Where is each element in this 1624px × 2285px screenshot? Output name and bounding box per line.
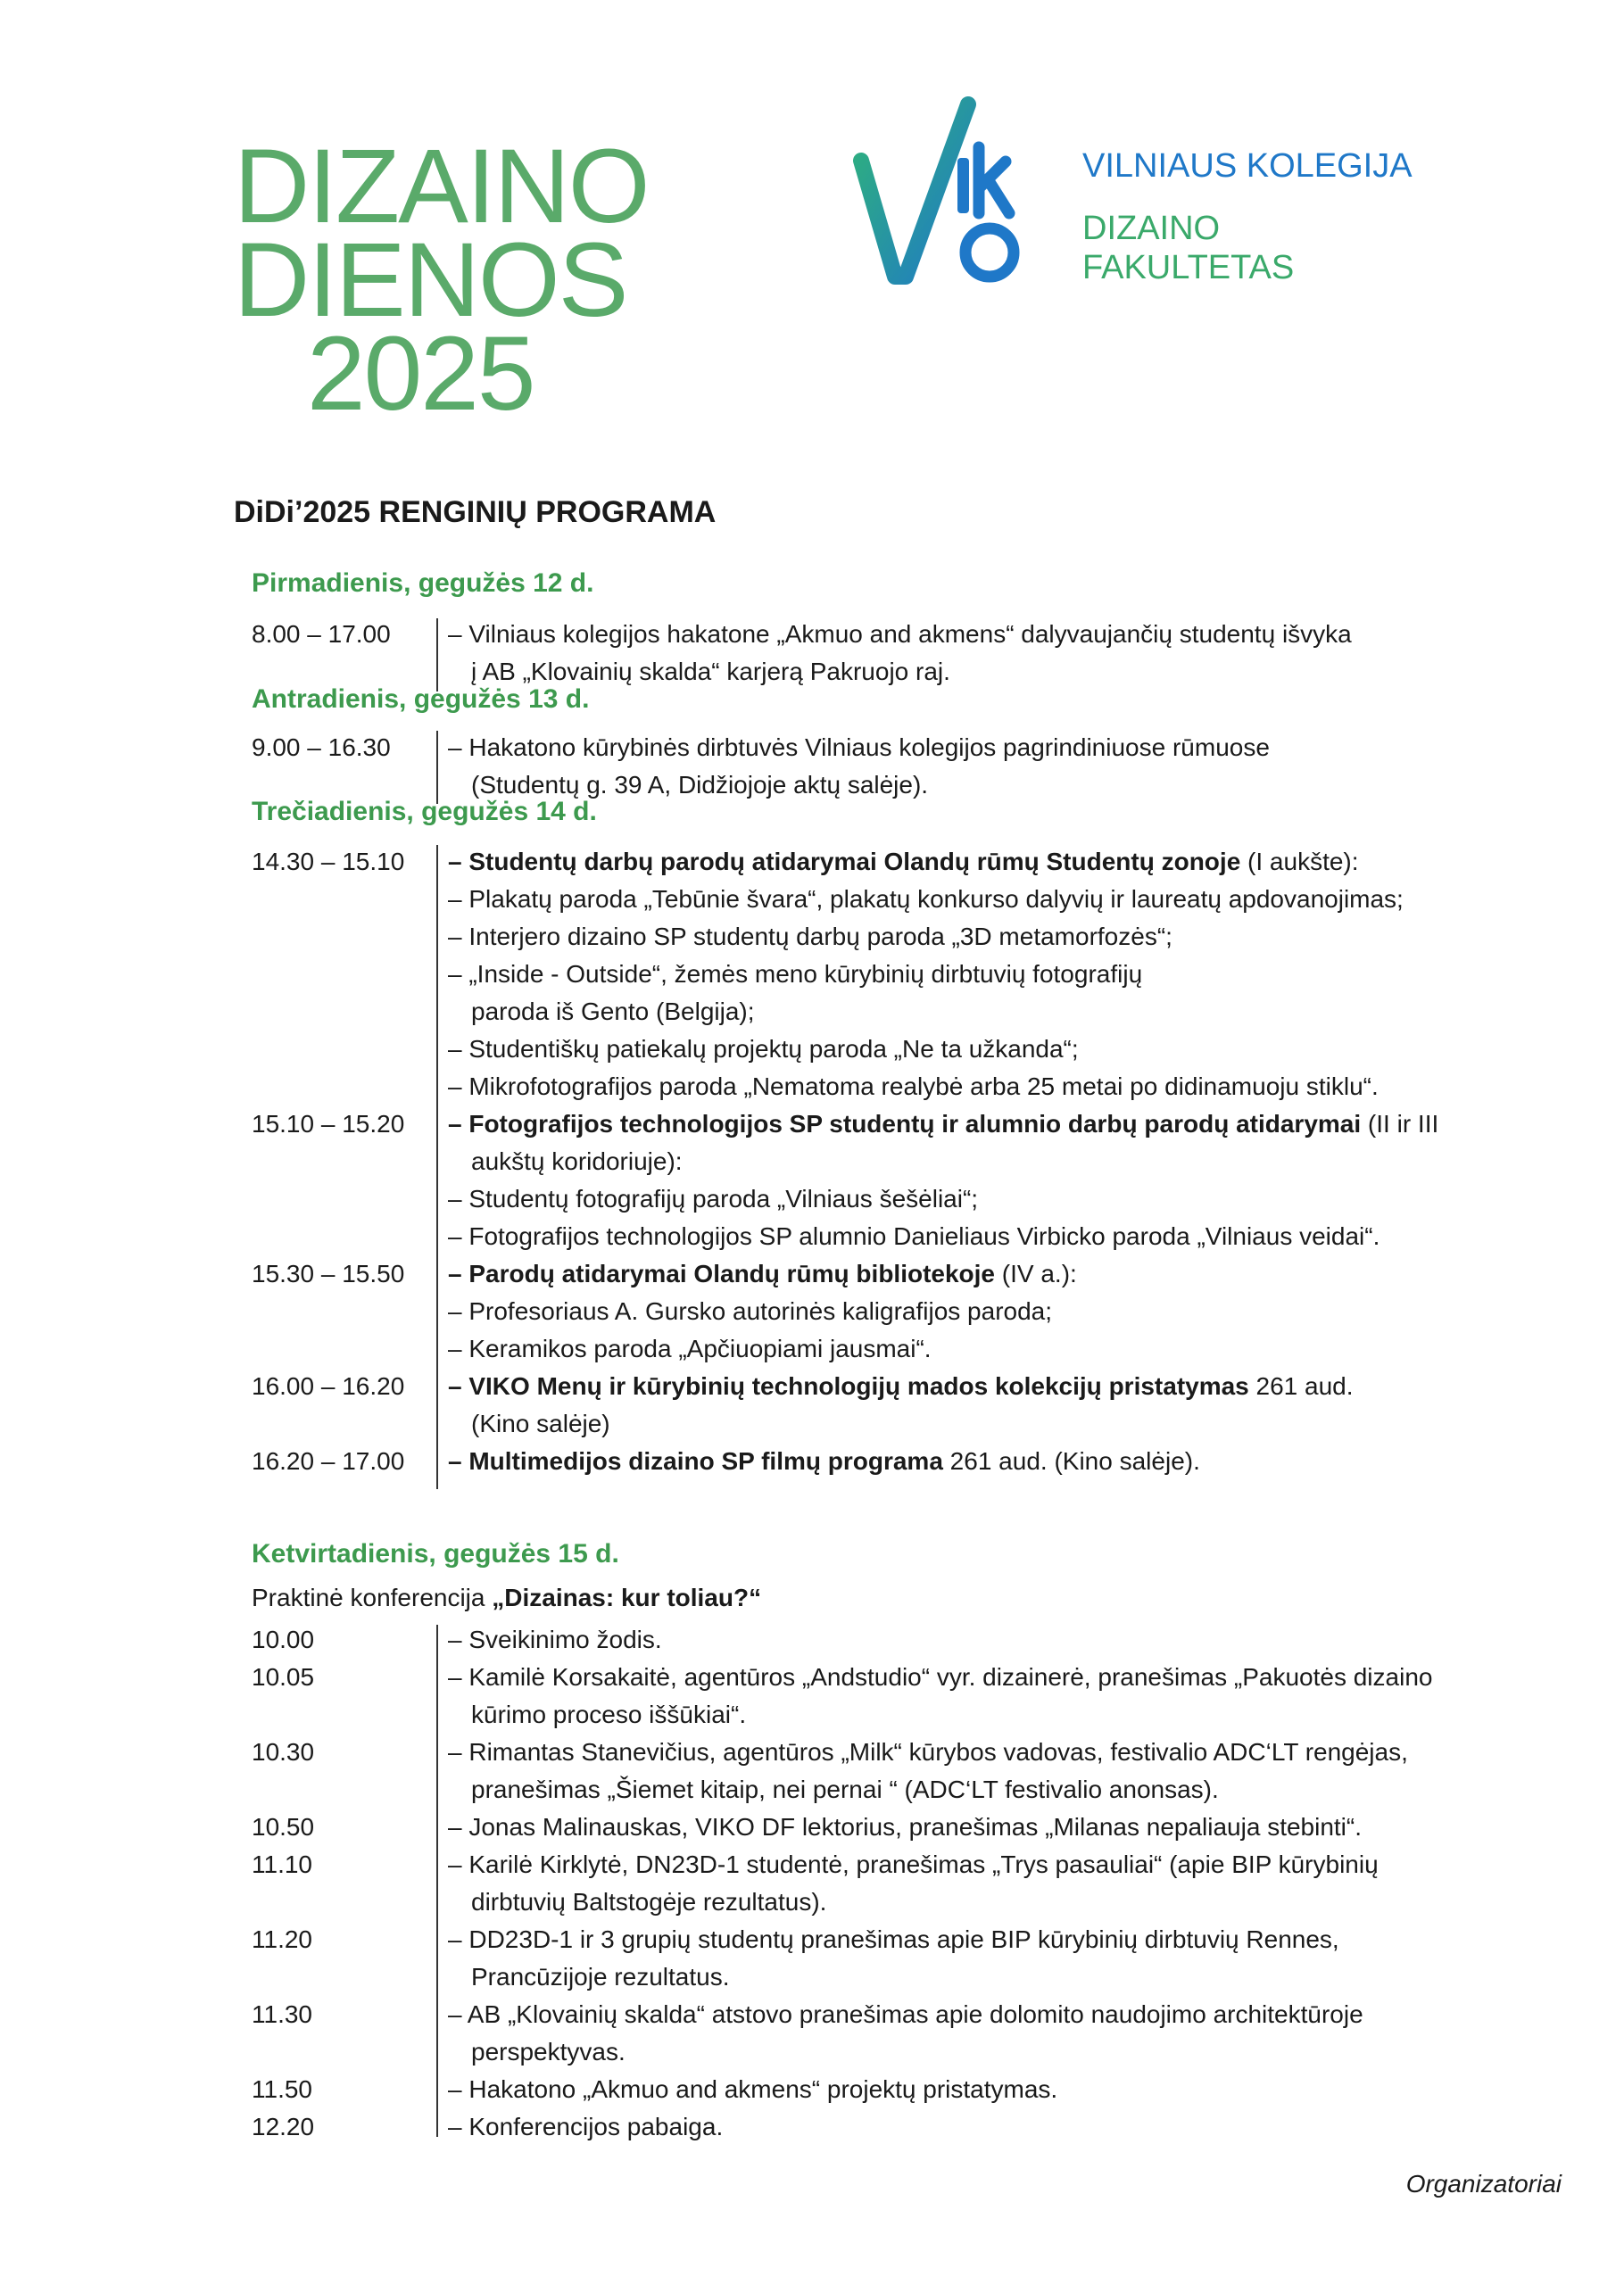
dizaino-dienos-logo — [234, 128, 680, 433]
event-line: – Interjero dizaino SP studentų darbų paroda „3D metamorfozės“; — [448, 923, 1172, 950]
event-time: 10.05 — [252, 1663, 315, 1691]
event-line: – Sveikinimo žodis. — [448, 1626, 662, 1653]
event-line: aukštų koridoriuje): — [471, 1147, 683, 1175]
event-time: 15.30 – 15.50 — [252, 1260, 405, 1287]
conference-title: „Dizainas: kur toliau?“ — [492, 1584, 762, 1611]
event-time: 11.10 — [252, 1850, 312, 1878]
event-title-rest: (II ir III — [1361, 1110, 1439, 1138]
event-line: pranešimas „Šiemet kitaip, nei pernai “ (ADC‘LT festivalio anonsas). — [471, 1776, 1219, 1803]
event-line: – Hakatono „Akmuo and akmens“ projektų pristatymas. — [448, 2075, 1058, 2103]
event-line: – Kamilė Korsakaitė, agentūros „Andstudio“ vyr. dizainerė, pranešimas „Pakuotės dizaino — [448, 1663, 1433, 1691]
event-line: – Rimantas Stanevičius, agentūros „Milk“ kūrybos vadovas, festivalio ADC‘LT rengėjas, — [448, 1738, 1408, 1766]
organizers-label: Organizatoriai — [1405, 2170, 1562, 2198]
event-line: (Kino salėje) — [471, 1410, 610, 1437]
event-title-rest: 261 aud. — [1248, 1372, 1354, 1400]
event-line: Prancūzijoje rezultatus. — [471, 1963, 730, 1991]
day-heading-monday: Pirmadienis, gegužės 12 d. — [252, 568, 594, 598]
day-heading-wednesday: Trečiadienis, gegužės 14 d. — [252, 797, 597, 826]
event-line: – Studentų fotografijų paroda „Vilniaus šešėliai“; — [448, 1185, 979, 1213]
event-time: 9.00 – 16.30 — [252, 733, 391, 761]
event-time: 10.30 — [252, 1738, 315, 1766]
event-line: paroda iš Gento (Belgija); — [471, 998, 755, 1025]
event-line: – Keramikos paroda „Apčiuopiami jausmai“. — [448, 1335, 932, 1362]
event-line: – Vilniaus kolegijos hakatone „Akmuo and akmens“ dalyvaujančių studentų išvyka — [448, 620, 1352, 648]
event-title: – Fotografijos technologijos SP studentų ir alumnio darbų parodų atidarymai — [448, 1110, 1362, 1138]
event-title: – Studentų darbų parodų atidarymai Olandų rūmų Studentų zonoje — [448, 848, 1241, 875]
event-time: 11.50 — [252, 2075, 312, 2103]
event-time: 16.00 – 16.20 — [252, 1372, 405, 1400]
event-title: – Multimedijos dizaino SP filmų programa — [448, 1447, 943, 1475]
conference-label: Praktinė konferencija — [252, 1584, 493, 1611]
event-line: – AB „Klovainių skalda“ atstovo pranešimas apie dolomito naudojimo architektūroje — [448, 2000, 1363, 2028]
page-title: DiDi’2025 RENGINIŲ PROGRAMA — [234, 495, 717, 529]
event-line: – Fotografijos technologijos SP alumnio Danieliaus Virbicko paroda „Vilniaus veidai“. — [448, 1222, 1380, 1250]
event-line: – „Inside - Outside“, žemės meno kūrybinių dirbtuvių fotografijų — [448, 960, 1143, 988]
event-line: – Studentiškų patiekalų projektų paroda „Ne ta užkanda“; — [448, 1035, 1079, 1063]
event-time: 11.30 — [252, 2000, 312, 2028]
viko-name: VILNIAUS KOLEGIJA — [1082, 147, 1413, 185]
event-line: – Karilė Kirklytė, DN23D-1 studentė, pranešimas „Trys pasauliai“ (apie BIP kūrybinių — [448, 1850, 1379, 1878]
logo-line-2: DIENOS — [234, 221, 627, 339]
event-time: 10.00 — [252, 1626, 315, 1653]
event-time: 16.20 – 17.00 — [252, 1447, 405, 1475]
day-heading-tuesday: Antradienis, gegužės 13 d. — [252, 684, 590, 714]
event-line: – Konferencijos pabaiga. — [448, 2113, 724, 2140]
event-line: – Jonas Malinauskas, VIKO DF lektorius, pranešimas „Milanas nepaliauja stebinti“. — [448, 1813, 1363, 1841]
viko-logo — [852, 94, 1477, 299]
event-title: – VIKO Menų ir kūrybinių technologijų mados kolekcijų pristatymas — [448, 1372, 1249, 1400]
event-line: kūrimo proceso iššūkiai“. — [471, 1701, 747, 1728]
event-time: 8.00 – 17.00 — [252, 620, 391, 648]
event-line: – Hakatono kūrybinės dirbtuvės Vilniaus kolegijos pagrindiniuose rūmuose — [448, 733, 1270, 761]
event-line: – DD23D-1 ir 3 grupių studentų pranešimas apie BIP kūrybinių dirbtuvių Rennes, — [448, 1925, 1339, 1953]
viko-faculty-2: FAKULTETAS — [1082, 249, 1295, 286]
event-time: 12.20 — [252, 2113, 315, 2140]
viko-faculty-1: DIZAINO — [1082, 210, 1221, 247]
event-line: dirbtuvių Baltstogėje rezultatus). — [471, 1888, 827, 1916]
event-line: perspektyvas. — [471, 2038, 626, 2066]
event-time: 15.10 – 15.20 — [252, 1110, 405, 1138]
viko-mark-icon — [852, 94, 1066, 299]
event-time: 10.50 — [252, 1813, 315, 1841]
event-time: 11.20 — [252, 1925, 312, 1953]
event-title-rest: (I aukšte): — [1240, 848, 1359, 875]
event-line: į AB „Klovainių skalda“ karjerą Pakruojo raj. — [471, 658, 950, 685]
logo-line-3: 2025 — [307, 315, 534, 433]
event-title-rest: (IV a.): — [995, 1260, 1077, 1287]
event-title: – Parodų atidarymai Olandų rūmų bibliotekoje — [448, 1260, 996, 1287]
event-line: – Profesoriaus A. Gursko autorinės kaligrafijos paroda; — [448, 1297, 1053, 1325]
event-line: – Plakatų paroda „Tebūnie švara“, plakatų konkurso dalyvių ir laureatų apdovanojimas; — [448, 885, 1404, 913]
event-time: 14.30 – 15.10 — [252, 848, 405, 875]
conference-subtitle — [252, 1584, 761, 1612]
logo-line-1: DIZAINO — [234, 128, 649, 245]
event-line: (Studentų g. 39 A, Didžiojoje aktų salėje). — [471, 771, 929, 799]
event-line: – Mikrofotografijos paroda „Nematoma realybė arba 25 metai po didinamuoju stiklu“. — [448, 1072, 1379, 1100]
event-title-rest: 261 aud. (Kino salėje). — [942, 1447, 1200, 1475]
day-heading-thursday: Ketvirtadienis, gegužės 15 d. — [252, 1539, 619, 1569]
